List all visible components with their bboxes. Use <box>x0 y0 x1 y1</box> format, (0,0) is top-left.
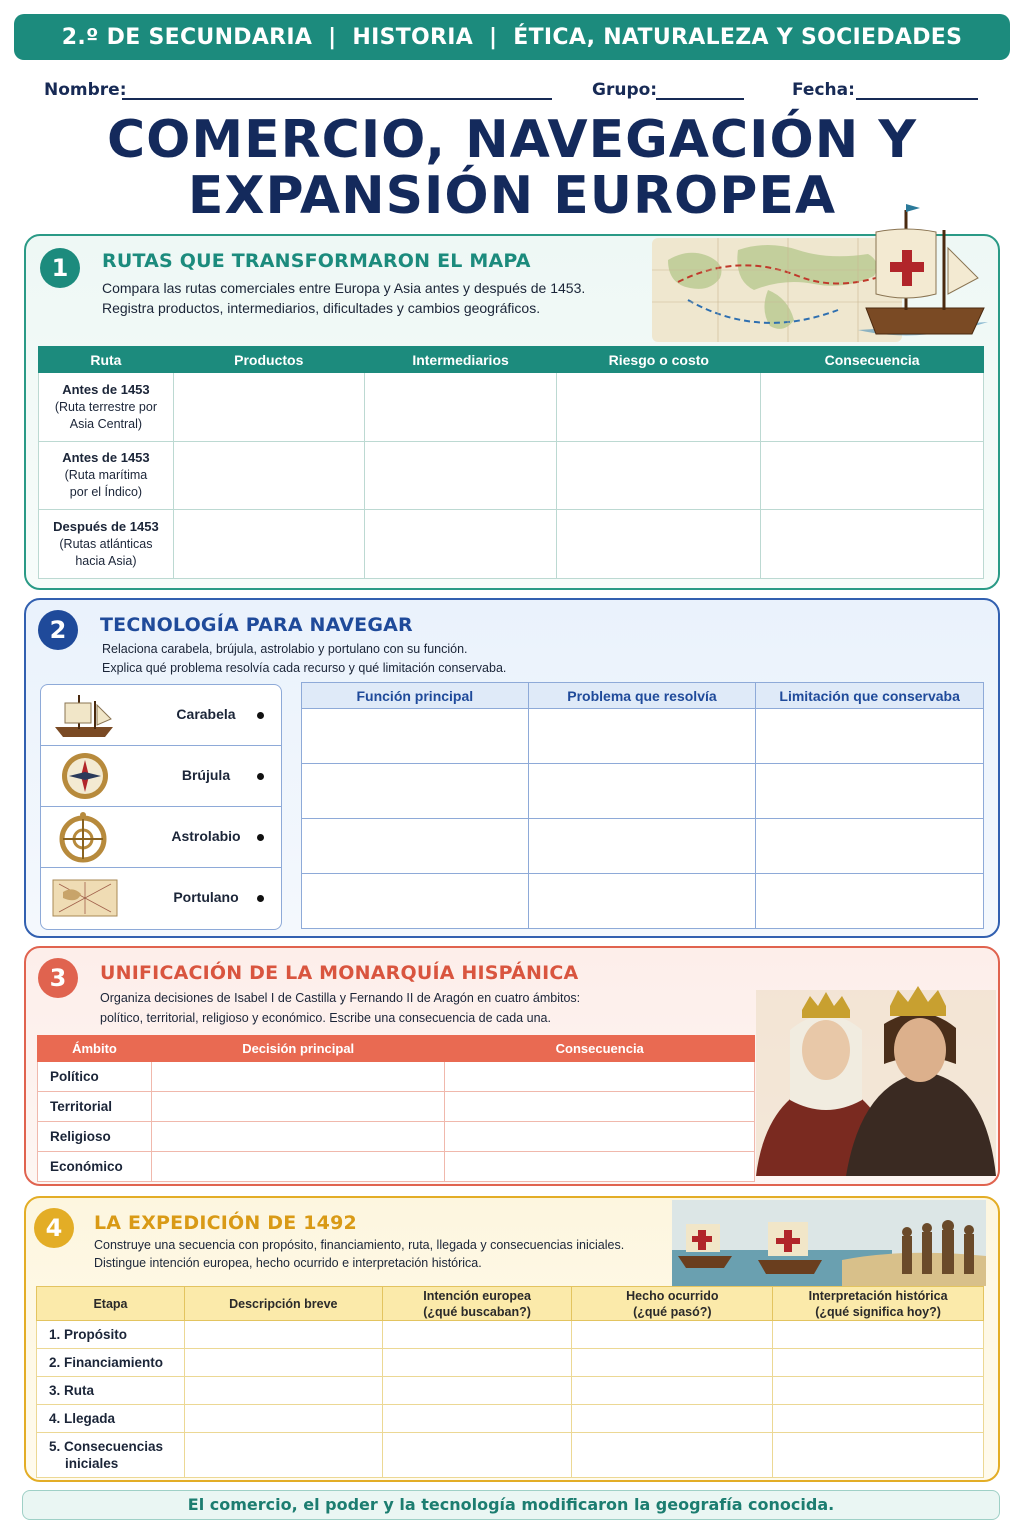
ships-arrival-scene <box>672 1200 986 1286</box>
group-label: Grupo: <box>592 80 658 100</box>
routes-table <box>38 346 984 579</box>
name-field[interactable] <box>122 98 552 100</box>
match-dot[interactable] <box>257 773 264 780</box>
stage-label: 2. Financiamiento <box>37 1349 185 1377</box>
column-header-risk: Riesgo o costo <box>557 347 761 373</box>
tool-label-portolan: Portulano <box>173 889 239 905</box>
table-row <box>39 510 984 579</box>
answer-cell[interactable] <box>756 764 984 819</box>
section-3-title: UNIFICACIÓN DE LA MONARQUÍA HISPÁNICA <box>100 962 579 984</box>
monarchy-table <box>37 1035 755 1182</box>
route-label: Antes de 1453 (Ruta marítima por el Índico) <box>39 441 174 510</box>
section-1-desc-line-2: Registra productos, intermediarios, dificultades y cambios geográficos. <box>102 300 541 316</box>
scope-label: Económico <box>38 1152 152 1182</box>
table-row <box>39 441 984 510</box>
section-3-number: 3 <box>38 958 78 998</box>
table-row <box>37 1349 984 1377</box>
banner-text: 2.º DE SECUNDARIA | HISTORIA | ÉTICA, NATURALEZA Y SOCIEDADES <box>61 24 963 50</box>
group-field[interactable] <box>656 98 744 100</box>
column-header-function: Función principal <box>302 683 529 709</box>
answer-cell[interactable] <box>528 764 756 819</box>
answer-cell[interactable] <box>557 373 761 442</box>
answer-cell[interactable] <box>773 1405 984 1433</box>
answer-cell[interactable] <box>756 709 984 764</box>
table-row <box>38 1122 755 1152</box>
student-info-row <box>44 78 984 106</box>
section-2-title: TECNOLOGÍA PARA NAVEGAR <box>100 614 413 636</box>
date-label: Fecha: <box>792 80 855 100</box>
column-header-decision: Decisión principal <box>151 1036 445 1062</box>
stage-label: 4. Llegada <box>37 1405 185 1433</box>
column-header-problem: Problema que resolvía <box>528 683 756 709</box>
table-row <box>302 709 984 764</box>
compass-icon <box>49 750 121 802</box>
answer-cell[interactable] <box>572 1349 773 1377</box>
answer-cell[interactable] <box>572 1405 773 1433</box>
tool-item-portolan <box>41 868 281 929</box>
answer-cell[interactable] <box>773 1433 984 1478</box>
section-4-number: 4 <box>34 1208 74 1248</box>
tool-item-caravel <box>41 685 281 746</box>
astrolabe-icon <box>49 811 121 863</box>
answer-cell[interactable] <box>151 1092 445 1122</box>
match-dot[interactable] <box>257 712 264 719</box>
section-3-desc-line-1: Organiza decisiones de Isabel I de Castilla y Fernando II de Aragón en cuatro ámbitos: <box>100 991 581 1005</box>
table-row <box>39 373 984 442</box>
tool-label-compass: Brújula <box>181 767 231 783</box>
answer-cell[interactable] <box>557 510 761 579</box>
stage-label: 1. Propósito <box>37 1321 185 1349</box>
table-row <box>37 1321 984 1349</box>
map-caravel-illustration <box>648 190 998 348</box>
answer-cell[interactable] <box>773 1377 984 1405</box>
answer-cell[interactable] <box>445 1062 755 1092</box>
column-header-stage: Etapa <box>37 1287 185 1321</box>
title-line-2: EXPANSIÓN EUROPEA <box>187 166 837 226</box>
scope-label: Religioso <box>38 1122 152 1152</box>
section-2-description <box>102 640 506 678</box>
scope-label: Político <box>38 1062 152 1092</box>
tool-item-astrolabe <box>41 807 281 868</box>
table-row <box>38 1062 755 1092</box>
answer-cell[interactable] <box>773 1321 984 1349</box>
table-row <box>37 1377 984 1405</box>
answer-cell[interactable] <box>773 1349 984 1377</box>
section-4-desc-line-2: Distingue intención europea, hecho ocurrido e interpretación histórica. <box>94 1256 482 1270</box>
answer-cell[interactable] <box>761 441 984 510</box>
table-row <box>302 874 984 929</box>
stage-label: 3. Ruta <box>37 1377 185 1405</box>
title-line-1: COMERCIO, NAVEGACIÓN Y <box>106 110 918 170</box>
answer-cell[interactable] <box>382 1321 572 1349</box>
column-header-products: Productos <box>173 347 364 373</box>
tool-item-compass <box>41 746 281 807</box>
navigation-tools-list <box>40 684 282 930</box>
column-header-intention: Intención europea (¿qué buscaban?) <box>382 1287 572 1321</box>
footer-text: El comercio, el poder y la tecnología modificaron la geografía conocida. <box>187 1495 835 1514</box>
answer-cell[interactable] <box>184 1405 382 1433</box>
answer-cell[interactable] <box>382 1377 572 1405</box>
caravel-ship-illustration <box>858 204 988 335</box>
column-header-limitation: Limitación que conservaba <box>756 683 984 709</box>
section-1-desc-line-1: Compara las rutas comerciales entre Europa y Asia antes y después de 1453. <box>102 280 586 296</box>
answer-cell[interactable] <box>151 1062 445 1092</box>
table-row <box>37 1433 984 1478</box>
column-header-interpretation: Interpretación histórica (¿qué significa hoy?) <box>773 1287 984 1321</box>
answer-cell[interactable] <box>302 709 529 764</box>
answer-cell[interactable] <box>173 441 364 510</box>
grade-subject-banner <box>14 14 1010 60</box>
column-header-intermediaries: Intermediarios <box>364 347 557 373</box>
section-3-desc-line-2: político, territorial, religioso y económico. Escribe una consecuencia de cada una. <box>100 1011 551 1025</box>
answer-cell[interactable] <box>445 1152 755 1182</box>
section-1-title: RUTAS QUE TRANSFORMARON EL MAPA <box>102 250 531 272</box>
answer-cell[interactable] <box>364 510 557 579</box>
name-label: Nombre: <box>44 80 127 100</box>
answer-cell[interactable] <box>761 373 984 442</box>
section-4-title: LA EXPEDICIÓN DE 1492 <box>94 1212 357 1234</box>
section-4-desc-line-1: Construye una secuencia con propósito, financiamiento, ruta, llegada y consecuencias iniciales. <box>94 1238 625 1252</box>
technology-table <box>301 682 984 929</box>
column-header-scope: Ámbito <box>38 1036 152 1062</box>
answer-cell[interactable] <box>364 373 557 442</box>
answer-cell[interactable] <box>184 1321 382 1349</box>
answer-cell[interactable] <box>173 373 364 442</box>
expedition-table <box>36 1286 984 1478</box>
answer-cell[interactable] <box>382 1349 572 1377</box>
answer-cell[interactable] <box>756 819 984 874</box>
section-2-desc-line-2: Explica qué problema resolvía cada recurso y qué limitación conservaba. <box>102 661 507 675</box>
world-map-illustration <box>652 238 902 342</box>
answer-cell[interactable] <box>151 1122 445 1152</box>
answer-cell[interactable] <box>302 764 529 819</box>
answer-cell[interactable] <box>364 441 557 510</box>
scope-label: Territorial <box>38 1092 152 1122</box>
answer-cell[interactable] <box>382 1405 572 1433</box>
column-header-route: Ruta <box>39 347 174 373</box>
answer-cell[interactable] <box>528 819 756 874</box>
answer-cell[interactable] <box>151 1152 445 1182</box>
caravel-icon <box>49 689 121 741</box>
section-2-number: 2 <box>38 610 78 650</box>
answer-cell[interactable] <box>382 1433 572 1478</box>
answer-cell[interactable] <box>302 874 529 929</box>
table-row <box>37 1405 984 1433</box>
tool-label-caravel: Carabela <box>176 706 236 722</box>
answer-cell[interactable] <box>184 1377 382 1405</box>
answer-cell[interactable] <box>528 709 756 764</box>
answer-cell[interactable] <box>184 1433 382 1478</box>
answer-cell[interactable] <box>761 510 984 579</box>
answer-cell[interactable] <box>756 874 984 929</box>
section-1-description <box>102 278 585 318</box>
answer-cell[interactable] <box>528 874 756 929</box>
match-dot[interactable] <box>257 834 264 841</box>
answer-cell[interactable] <box>445 1092 755 1122</box>
route-label: Después de 1453 (Rutas atlánticas hacia Asia) <box>39 510 174 579</box>
section-1-number: 1 <box>40 248 80 288</box>
answer-cell[interactable] <box>445 1122 755 1152</box>
answer-cell[interactable] <box>572 1321 773 1349</box>
table-row <box>302 764 984 819</box>
tool-label-astrolabe: Astrolabio <box>171 828 241 844</box>
answer-cell[interactable] <box>173 510 364 579</box>
route-label: Antes de 1453 (Ruta terrestre por Asia Central) <box>39 373 174 442</box>
answer-cell[interactable] <box>302 819 529 874</box>
portolan-map-icon <box>49 872 121 924</box>
answer-cell[interactable] <box>184 1349 382 1377</box>
column-header-consequence: Consecuencia <box>761 347 984 373</box>
table-row <box>38 1152 755 1182</box>
match-dot[interactable] <box>257 895 264 902</box>
table-row <box>302 819 984 874</box>
table-row <box>38 1092 755 1122</box>
answer-cell[interactable] <box>557 441 761 510</box>
answer-cell[interactable] <box>572 1433 773 1478</box>
section-4-description <box>94 1236 624 1272</box>
column-header-consequence: Consecuencia <box>445 1036 755 1062</box>
section-3-description <box>100 988 580 1028</box>
closing-statement <box>22 1490 1000 1520</box>
answer-cell[interactable] <box>572 1377 773 1405</box>
date-field[interactable] <box>856 98 978 100</box>
column-header-fact: Hecho ocurrido (¿qué pasó?) <box>572 1287 773 1321</box>
section-2-desc-line-1: Relaciona carabela, brújula, astrolabio y portulano con su función. <box>102 642 468 656</box>
stage-label: 5. Consecuencias iniciales <box>37 1433 185 1478</box>
column-header-description: Descripción breve <box>184 1287 382 1321</box>
monarchs-portrait <box>756 950 996 1176</box>
